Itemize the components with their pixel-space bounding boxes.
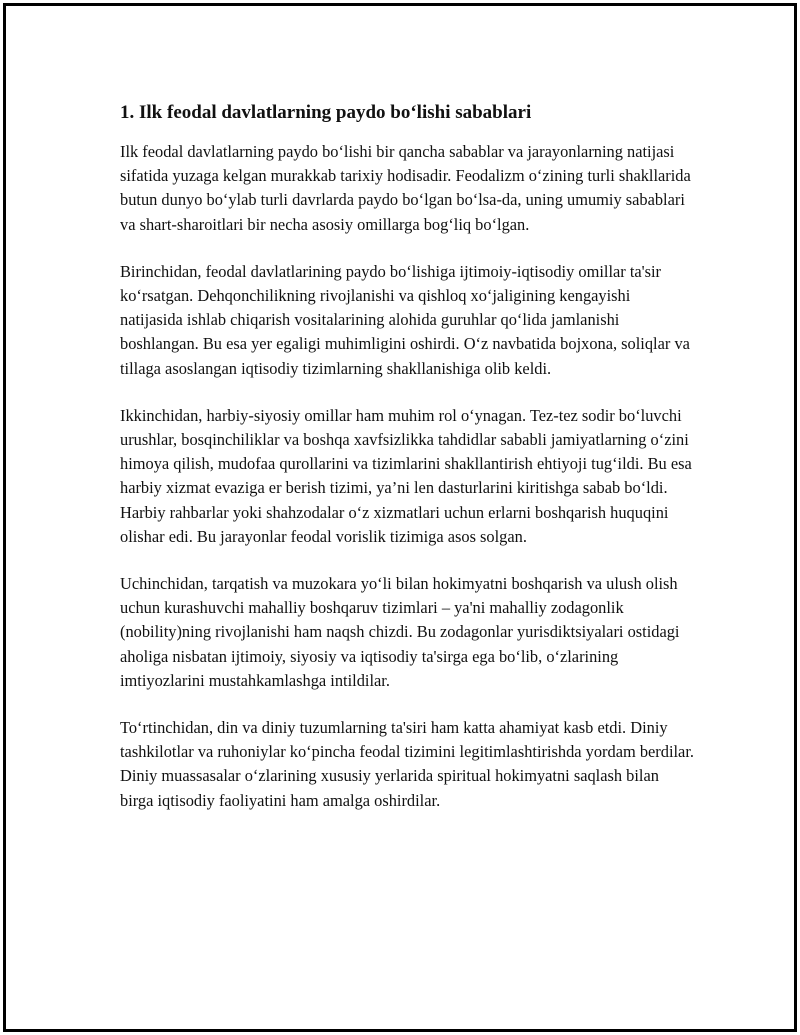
paragraph-intro: Ilk feodal davlatlarning paydo bo‘lishi bir qancha sabablar va jarayonlarning natijasi sifatida yuzaga kelgan murakkab tarixiy hodisadir. Feodalizm o‘zining turli shakllarida butun dunyo bo‘ylab turli davrlarda paydo bo‘lgan bo‘lsa-da, uning umumiy sabablari va shart-sharoitlari bir necha asosiy omillarga bog‘liq bo‘lgan. — [120, 142, 691, 234]
document-body — [120, 100, 694, 836]
paragraph-fourth-reason: To‘rtinchidan, din va diniy tuzumlarning ta'siri ham katta ahamiyat kasb etdi. Diniy tashkilotlar va ruhoniylar ko‘pincha feodal tizimini legitimlashtirishda yordam berdilar. Diniy muassasalar o‘zlarining xususiy yerlarida spiritual hokimyatni saqlash bilan birga iqtisodiy faoliyatini ham amalga oshirdilar. — [120, 718, 694, 810]
paragraph-third-reason: Uchinchidan, tarqatish va muzokara yo‘li bilan hokimyatni boshqarish va ulush olish uchun kurashuvchi mahalliy boshqaruv tizimlari – ya'ni mahalliy zodagonlik (nobility)ning rivojlanishi ham naqsh chizdi. Bu zodagonlar yurisdiktsiyalari ostidagi aholiga nisbatan ijtimoiy, siyosiy va iqtisodiy ta'sirga ega bo‘lib, o‘zlarining imtiyozlarini mustahkamlashga intildilar. — [120, 574, 680, 690]
section-heading: 1. Ilk feodal davlatlarning paydo bo‘lishi sabablari — [120, 102, 532, 123]
page-frame — [3, 3, 797, 1032]
paragraph-first-reason: Birinchidan, feodal davlatlarining paydo bo‘lishiga ijtimoiy-iqtisodiy omillar ta'sir ko‘rsatgan. Dehqonchilikning rivojlanishi va qishloq xo‘jaligining kengayishi natijasida ishlab chiqarish vositalarining alohida guruhlar qo‘lida jamlanishi boshlangan. Bu esa yer egaligi muhimligini oshirdi. O‘z navbatida bojxona, soliqlar va tillaga asoslangan iqtisodiy tizimlarning shakllanishiga olib keldi. — [120, 261, 690, 378]
paragraph-second-reason: Ikkinchidan, harbiy-siyosiy omillar ham muhim rol o‘ynagan. Tez-tez sodir bo‘luvchi urushlar, bosqinchiliklar va boshqa xavfsizlikka tahdidlar sababli jamiyatlarning o‘zini himoya qilish, mudofaa qurollarini va tizimlarini shakllantirish ehtiyoji tug‘ildi. Bu esa harbiy xizmat evaziga er berish tizimi, ya’ni len dasturlarini kiritishga sabab bo‘ldi. Harbiy rahbarlar yoki shahzodalar o‘z xizmatlari uchun erlarni boshqarish huquqini olishar edi. Bu jarayonlar feodal vorislik tizimiga asos solgan. — [120, 405, 692, 546]
